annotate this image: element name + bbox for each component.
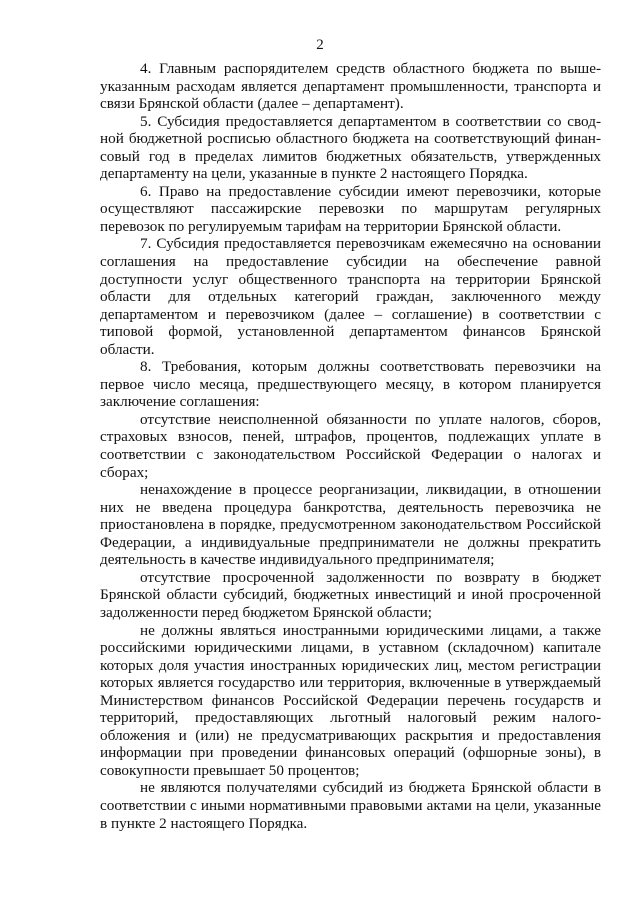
page-number: 2: [316, 37, 324, 53]
requirement-not-foreign-entity: не должны являться иностранными юридическими лицами, а также российскими юридическими лицами, в уставном (складочном) капитале которых доля участия иностранных юридических лиц, местом регистрации которых является государство или территория, включенные в утверждаемый Министерством финансов Российской Федерации перечень государств и территорий, предоставляющих льготный налоговый режим налогообложения и (или) не предусматривающих раскрытия и предоставления информации при проведении финансовых операций (офшорные зоны), в совокупности превышает 50 процентов;: [100, 621, 601, 779]
requirement-no-reorganization: ненахождение в процессе реорганизации, ликвидации, в отношении них не введена процедура банкротства, деятельность перевозчика не приостановлена в порядке, предусмотренном законодательством Российской Федерации, а индивидуальные предприниматели не должны прекратить деятельность в качестве индивидуального предпринимателя;: [100, 481, 601, 569]
requirement-no-tax-debt: отсутствие неисполненной обязанности по уплате налогов, сборов, страховых взносов, пеней, штрафов, процентов, подлежащих уплате в соответствии с законодательством Российской Федерации о налогах и сборах;: [100, 410, 601, 481]
requirement-no-overdue-debt: отсутствие просроченной задолженности по возврату в бюджет Брянской области субсидий, бюджетных инвестиций и иной просроченной задолженности перед бюджетом Брянской области;: [100, 568, 601, 621]
paragraph-item-5: 5. Субсидия предоставляется департаментом в соответствии со сводной бюджетной росписью областного бюджета на соответствующий финансовый год в пределах лимитов бюджетных обязательств, утвержденных департаменту на цели, указанные в пункте 2 настоящего Порядка.: [100, 112, 601, 183]
requirement-no-other-subsidies: не являются получателями субсидий из бюджета Брянской области в соответствии с иными нормативными правовыми актами на цели, указанные в пункте 2 настоящего Порядка.: [100, 779, 601, 832]
paragraph-item-4: 4. Главным распорядителем средств областного бюджета по вышеуказанным расходам является департамент промышленности, транспорта и связи Брянской области (далее – департамент).: [100, 60, 601, 113]
document-body: [100, 60, 601, 832]
paragraph-item-6: 6. Право на предоставление субсидии имеют перевозчики, которые осуществляют пассажирские перевозки по маршрутам регулярных перевозок по регулируемым тарифам на территории Брянской области.: [100, 182, 601, 235]
paragraph-item-8: 8. Требования, которым должны соответствовать перевозчики на первое число месяца, предшествующего месяцу, в котором планируется заключение соглашения:: [100, 358, 601, 411]
paragraph-item-7: 7. Субсидия предоставляется перевозчикам ежемесячно на основании соглашения на предоставление субсидии на обеспечение равной доступности услуг общественного транспорта на территории Брянской области для отдельных категорий граждан, заключенного между департаментом и перевозчиком (далее – соглашение) в соответствии с типовой формой, установленной департаментом финансов Брянской области.: [100, 235, 601, 358]
